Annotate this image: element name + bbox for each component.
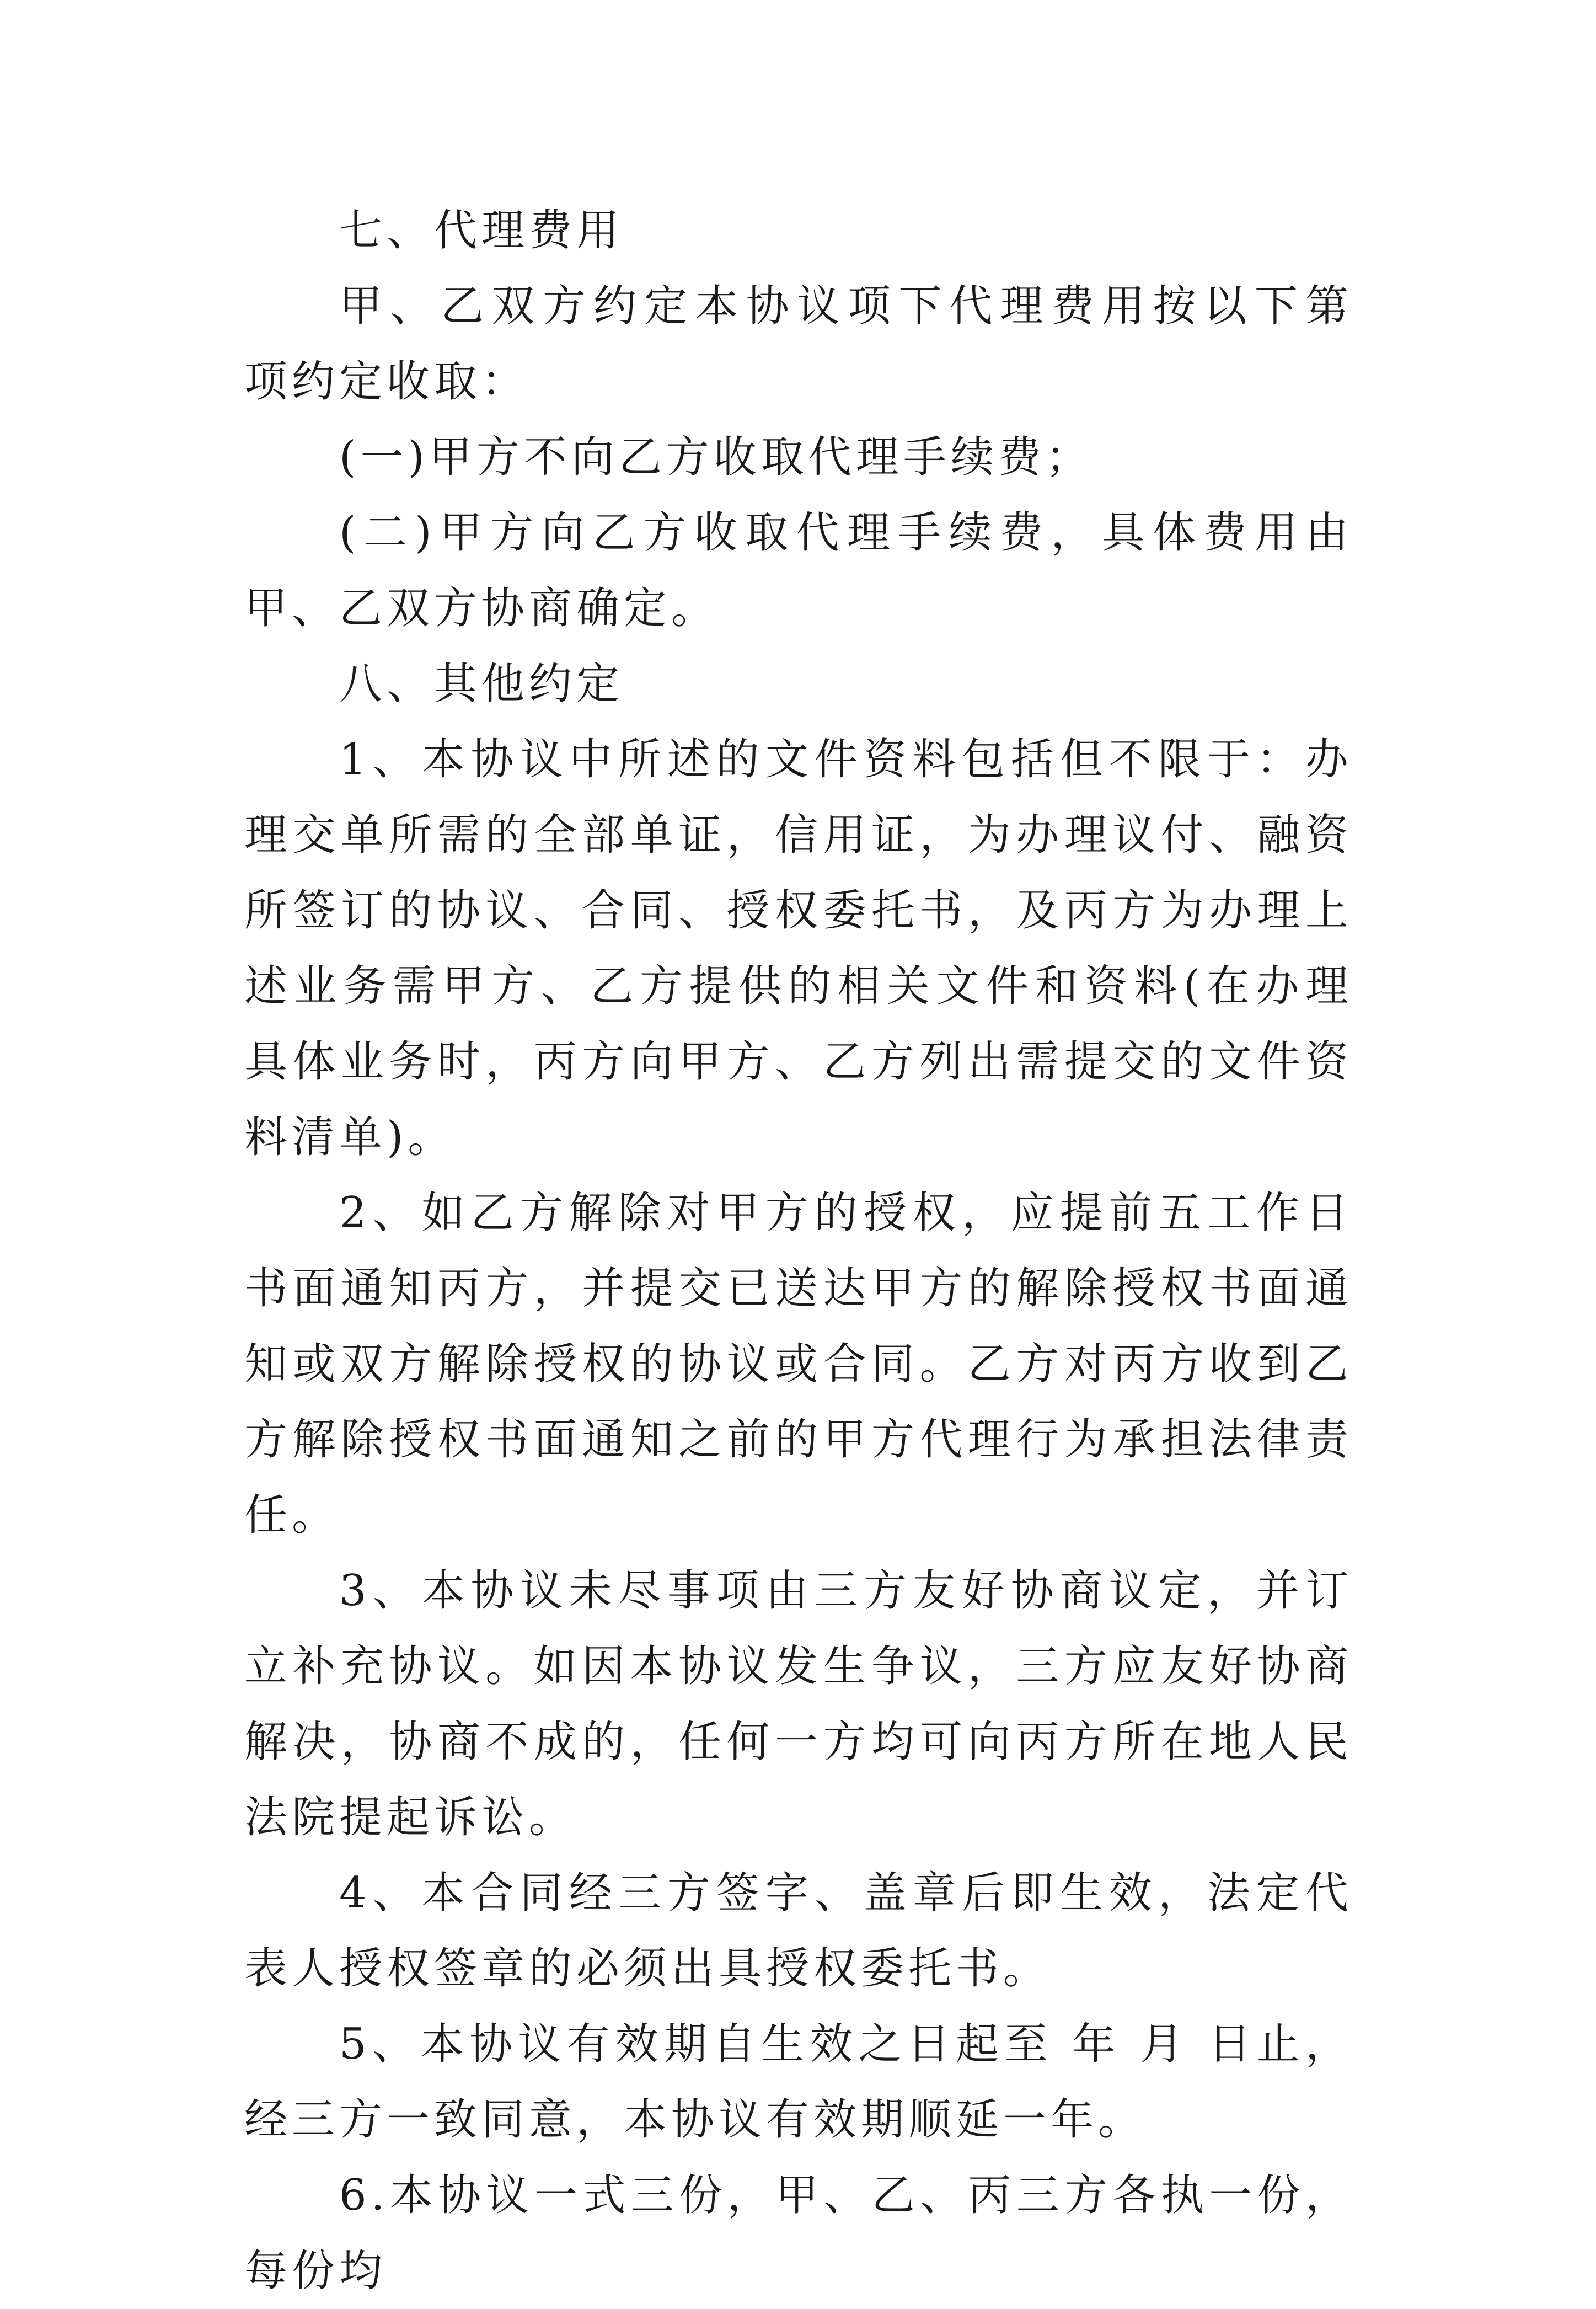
section-8-clause-4: 4、本合同经三方签字、盖章后即生效，法定代表人授权签章的必须出具授权委托书。 [244, 1868, 1353, 1993]
section-8-clause-2: 2、如乙方解除对甲方的授权，应提前五工作日书面通知丙方，并提交已送达甲方的解除授权书面通知或双方解除授权的协议或合同。乙方对丙方收到乙方解除授权书面通知之前的甲方代理行为承担法律责任。 [244, 1188, 1353, 1540]
section-8-heading: 八、其他约定 [339, 659, 624, 709]
section-7-option-1: (一)甲方不向乙方收取代理手续费； [339, 432, 1093, 482]
document-body [244, 193, 1353, 2309]
section-8-clause-3: 3、本协议未尽事项由三方友好协商议定，并订立补充协议。如因本协议发生争议，三方应友好协商解决，协商不成的，任何一方均可向丙方所在地人民法院提起诉讼。 [244, 1566, 1353, 1842]
section-8-clause-1: 1、本协议中所述的文件资料包括但不限于：办理交单所需的全部单证，信用证，为办理议付、融资所签订的协议、合同、授权委托书，及丙方为办理上述业务需甲方、乙方提供的相关文件和资料(在办理具体业务时，丙方向甲方、乙方列出需提交的文件资料清单)。 [244, 735, 1353, 1162]
section-7-intro: 甲、乙双方约定本协议项下代理费用按以下第 项约定收取： [244, 281, 1353, 407]
section-7-option-2: (二)甲方向乙方收取代理手续费，具体费用由甲、乙双方协商确定。 [244, 508, 1353, 633]
section-8-clause-5: 5、本协议有效期自生效之日起至 年 月 日止，经三方一致同意，本协议有效期顺延一年。 [244, 2019, 1353, 2145]
section-8-clause-6: 6.本协议一式三份，甲、乙、丙三方各执一份，每份均 [244, 2171, 1353, 2296]
section-7-heading: 七、代理费用 [339, 206, 624, 255]
